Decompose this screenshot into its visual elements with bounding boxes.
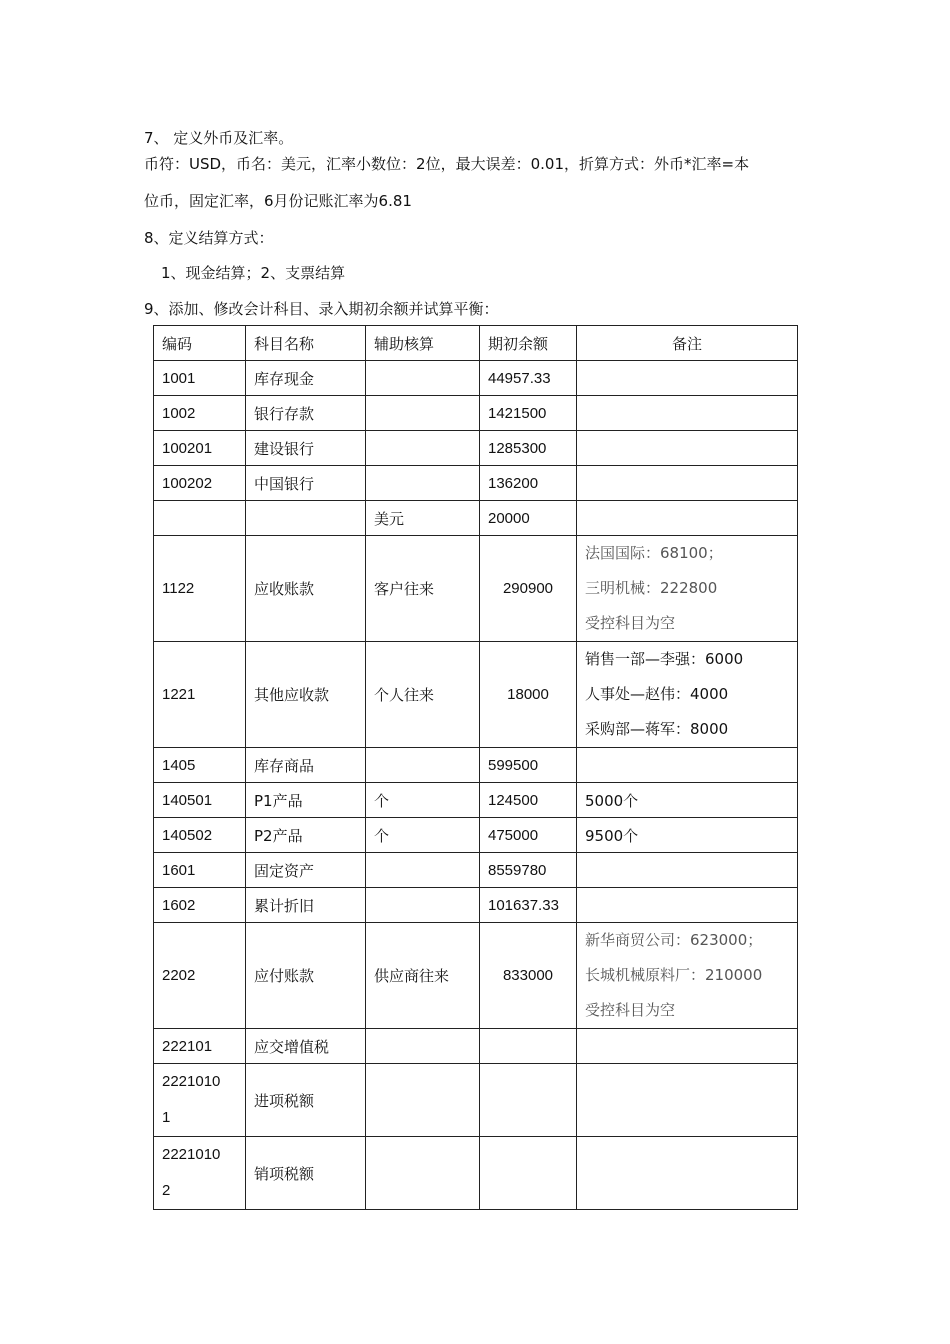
section-7-heading: 7、 定义外币及汇率。	[144, 129, 294, 147]
cell-notes	[577, 431, 798, 466]
table-header-row	[154, 326, 798, 361]
section-9-heading: 9、添加、修改会计科目、录入期初余额并试算平衡：	[144, 300, 499, 318]
cell-code: 140501	[154, 783, 246, 818]
cell-code: 100201	[154, 431, 246, 466]
table-row	[154, 748, 798, 783]
cell-account-name: 应收账款	[246, 536, 366, 642]
cell-notes	[577, 853, 798, 888]
cell-auxiliary	[366, 431, 480, 466]
cell-opening-balance: 475000	[480, 818, 577, 853]
cell-notes	[577, 536, 798, 642]
cell-auxiliary	[366, 748, 480, 783]
table-row	[154, 361, 798, 396]
cell-code: 1405	[154, 748, 246, 783]
cell-account-name: 建设银行	[246, 431, 366, 466]
currency-definition-text: 币符：USD，币名：美元，汇率小数位：2位，最大误差：0.01，折算方式：外币*汇率=本	[144, 155, 750, 173]
cell-auxiliary: 供应商往来	[366, 923, 480, 1029]
cell-auxiliary: 个	[366, 783, 480, 818]
cell-account-name: 应交增值税	[246, 1029, 366, 1064]
cell-notes	[577, 818, 798, 853]
note-line: 人事处—赵伟：4000	[585, 685, 729, 703]
cell-code: 100202	[154, 466, 246, 501]
header-account-name: 科目名称	[246, 326, 366, 361]
cell-code: 1001	[154, 361, 246, 396]
note-line: 受控科目为空	[585, 1001, 676, 1019]
header-opening-balance: 期初余额	[480, 326, 577, 361]
cell-auxiliary: 个人往来	[366, 642, 480, 748]
cell-auxiliary	[366, 853, 480, 888]
table-row	[154, 642, 798, 748]
table-row	[154, 1064, 798, 1137]
cell-code	[154, 1137, 246, 1210]
cell-code	[154, 501, 246, 536]
cell-opening-balance: 101637.33	[480, 888, 577, 923]
cell-opening-balance: 1421500	[480, 396, 577, 431]
cell-code-line: 1	[162, 1109, 171, 1126]
cell-account-name: P2产品	[246, 818, 366, 853]
cell-account-name: 进项税额	[246, 1064, 366, 1137]
table-row	[154, 853, 798, 888]
cell-opening-balance: 136200	[480, 466, 577, 501]
cell-account-name: 其他应收款	[246, 642, 366, 748]
cell-code-line: 2	[162, 1182, 171, 1199]
cell-account-name: 累计折旧	[246, 888, 366, 923]
cell-account-name: 中国银行	[246, 466, 366, 501]
cell-code: 2202	[154, 923, 246, 1029]
cell-auxiliary	[366, 466, 480, 501]
cell-auxiliary: 美元	[366, 501, 480, 536]
note-line: 9500个	[585, 826, 639, 845]
cell-notes	[577, 466, 798, 501]
cell-auxiliary	[366, 888, 480, 923]
table-row	[154, 466, 798, 501]
cell-opening-balance: 1285300	[480, 431, 577, 466]
cell-code: 1122	[154, 536, 246, 642]
cell-opening-balance	[480, 1137, 577, 1210]
cell-opening-balance: 833000	[480, 923, 577, 1029]
cell-opening-balance: 8559780	[480, 853, 577, 888]
cell-opening-balance: 124500	[480, 783, 577, 818]
section-8-heading: 8、定义结算方式：	[144, 229, 274, 247]
cell-auxiliary: 客户往来	[366, 536, 480, 642]
note-line: 新华商贸公司：623000；	[585, 931, 763, 949]
cell-code: 1002	[154, 396, 246, 431]
cell-notes	[577, 501, 798, 536]
note-line: 法国国际：68100；	[585, 544, 723, 562]
cell-opening-balance: 44957.33	[480, 361, 577, 396]
note-line: 销售一部—李强：6000	[585, 650, 744, 668]
cell-account-name: 库存商品	[246, 748, 366, 783]
cell-account-name: P1产品	[246, 783, 366, 818]
cell-notes	[577, 748, 798, 783]
cell-auxiliary	[366, 1137, 480, 1210]
cell-opening-balance: 20000	[480, 501, 577, 536]
header-code: 编码	[154, 326, 246, 361]
table-row	[154, 783, 798, 818]
cell-notes	[577, 361, 798, 396]
cell-notes	[577, 923, 798, 1029]
cell-auxiliary	[366, 396, 480, 431]
cell-notes	[577, 1064, 798, 1137]
table-row	[154, 1029, 798, 1064]
cell-account-name: 销项税额	[246, 1137, 366, 1210]
cell-code: 1221	[154, 642, 246, 748]
cell-account-name: 应付账款	[246, 923, 366, 1029]
table-row	[154, 1137, 798, 1210]
cell-code: 1602	[154, 888, 246, 923]
cell-opening-balance: 18000	[480, 642, 577, 748]
note-line: 采购部—蒋军：8000	[585, 720, 729, 738]
cell-code-line: 2221010	[162, 1073, 221, 1090]
cell-notes	[577, 1029, 798, 1064]
table-row	[154, 501, 798, 536]
cell-code: 1601	[154, 853, 246, 888]
note-line: 5000个	[585, 791, 639, 810]
header-notes: 备注	[577, 326, 798, 361]
cell-notes	[577, 642, 798, 748]
cell-notes	[577, 783, 798, 818]
note-line: 三明机械：222800	[585, 579, 718, 597]
cell-opening-balance: 599500	[480, 748, 577, 783]
cell-notes	[577, 1137, 798, 1210]
settlement-methods-text: 1、现金结算；2、支票结算	[161, 264, 346, 282]
currency-definition-text-cont: 位币，固定汇率，6月份记账汇率为6.81	[144, 192, 412, 210]
table-row	[154, 431, 798, 466]
accounts-table	[153, 325, 798, 1210]
cell-auxiliary	[366, 1029, 480, 1064]
table-row	[154, 888, 798, 923]
note-line: 长城机械原料厂：210000	[585, 966, 763, 984]
note-line: 受控科目为空	[585, 614, 676, 632]
cell-code: 140502	[154, 818, 246, 853]
cell-notes	[577, 888, 798, 923]
table-row	[154, 536, 798, 642]
cell-account-name	[246, 501, 366, 536]
cell-code: 222101	[154, 1029, 246, 1064]
table-row	[154, 396, 798, 431]
cell-account-name: 银行存款	[246, 396, 366, 431]
cell-code-line: 2221010	[162, 1146, 221, 1163]
cell-opening-balance: 290900	[480, 536, 577, 642]
cell-code	[154, 1064, 246, 1137]
cell-opening-balance	[480, 1064, 577, 1137]
header-auxiliary: 辅助核算	[366, 326, 480, 361]
cell-auxiliary	[366, 1064, 480, 1137]
cell-account-name: 库存现金	[246, 361, 366, 396]
cell-auxiliary	[366, 361, 480, 396]
cell-opening-balance	[480, 1029, 577, 1064]
cell-auxiliary: 个	[366, 818, 480, 853]
table-row	[154, 818, 798, 853]
cell-account-name: 固定资产	[246, 853, 366, 888]
table-row	[154, 923, 798, 1029]
cell-notes	[577, 396, 798, 431]
